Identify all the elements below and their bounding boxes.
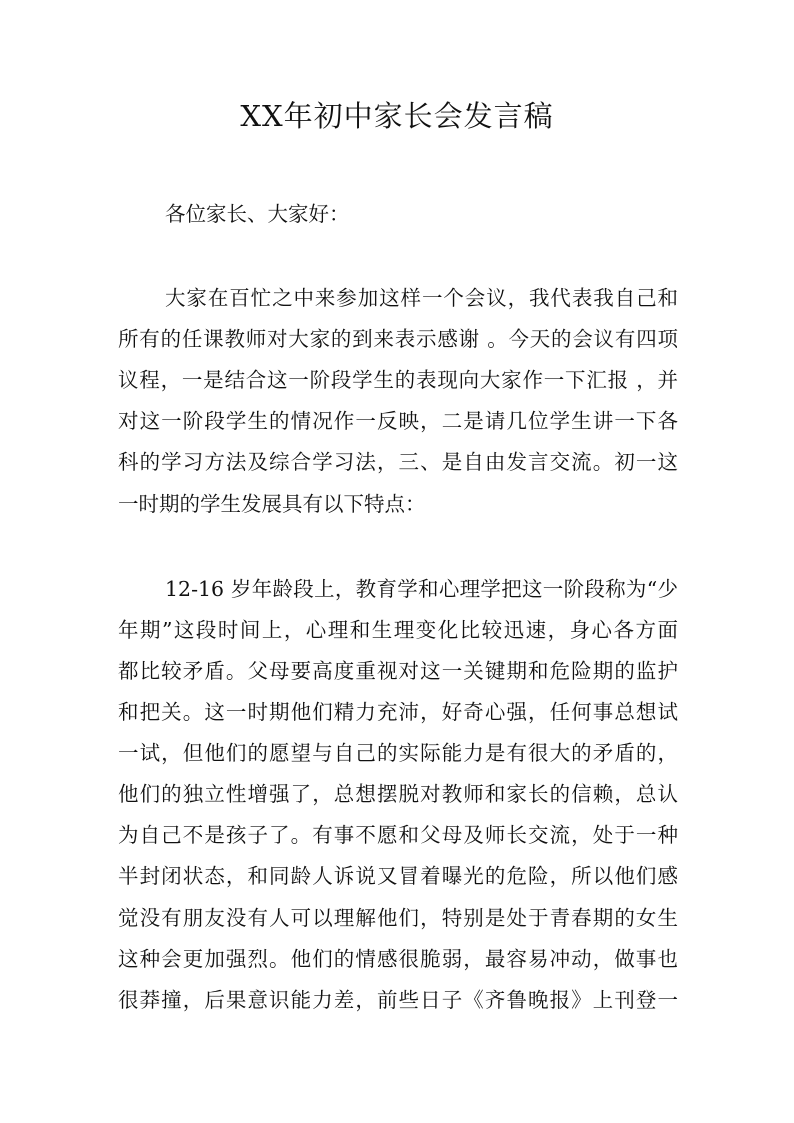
paragraph-2-line-7: 为自己不是孩子了。有事不愿和父母及师长交流，处于一种 <box>118 823 678 847</box>
paragraph-2-line-2: 年期”这段时间上，心理和生理变化比较迅速，身心各方面 <box>118 618 678 642</box>
paragraph-2-line-6: 他们的独立性增强了，总想摆脱对教师和家长的信赖，总认 <box>118 782 678 806</box>
paragraph-2-line-1: 12-16 岁年龄段上，教育学和心理学把这一阶段称为“少 <box>165 577 678 601</box>
paragraph-1-line-2: 所有的任课教师对大家的到来表示感谢 。今天的会议有四项 <box>118 327 678 351</box>
greeting-line: 各位家长、大家好： <box>165 202 350 226</box>
paragraph-2-line-3: 都比较矛盾。父母要高度重视对这一关键期和危险期的监护 <box>118 659 678 683</box>
paragraph-2-line-9: 觉没有朋友没有人可以理解他们，特别是处于青春期的女生 <box>118 906 678 930</box>
paragraph-1-line-1: 大家在百忙之中来参加这样一个会议，我代表我自己和 <box>165 286 678 310</box>
paragraph-2-line-10: 这种会更加强烈。他们的情感很脆弱，最容易冲动，做事也 <box>118 947 678 971</box>
paragraph-2-line-5: 一试，但他们的愿望与自己的实际能力是有很大的矛盾的， <box>118 741 678 765</box>
paragraph-2-line-11: 很莽撞，后果意识能力差，前些日子《齐鲁晚报》上刊登一 <box>118 988 678 1012</box>
document-title: XX年初中家长会发言稿 <box>240 99 554 133</box>
paragraph-1-line-3: 议程，一是结合这一阶段学生的表现向大家作一下汇报 ，并 <box>118 368 678 392</box>
paragraph-1-line-4: 对这一阶段学生的情况作一反映，二是请几位学生讲一下各 <box>118 409 678 433</box>
paragraph-2-line-4: 和把关。这一时期他们精力充沛，好奇心强，任何事总想试 <box>118 700 678 724</box>
paragraph-1-line-5: 科的学习方法及综合学习法，三、是自由发言交流。初一这 <box>118 450 678 474</box>
paragraph-1-line-6: 一时期的学生发展具有以下特点： <box>118 492 426 516</box>
paragraph-2-line-8: 半封闭状态，和同龄人诉说又冒着曝光的危险，所以他们感 <box>118 864 678 888</box>
